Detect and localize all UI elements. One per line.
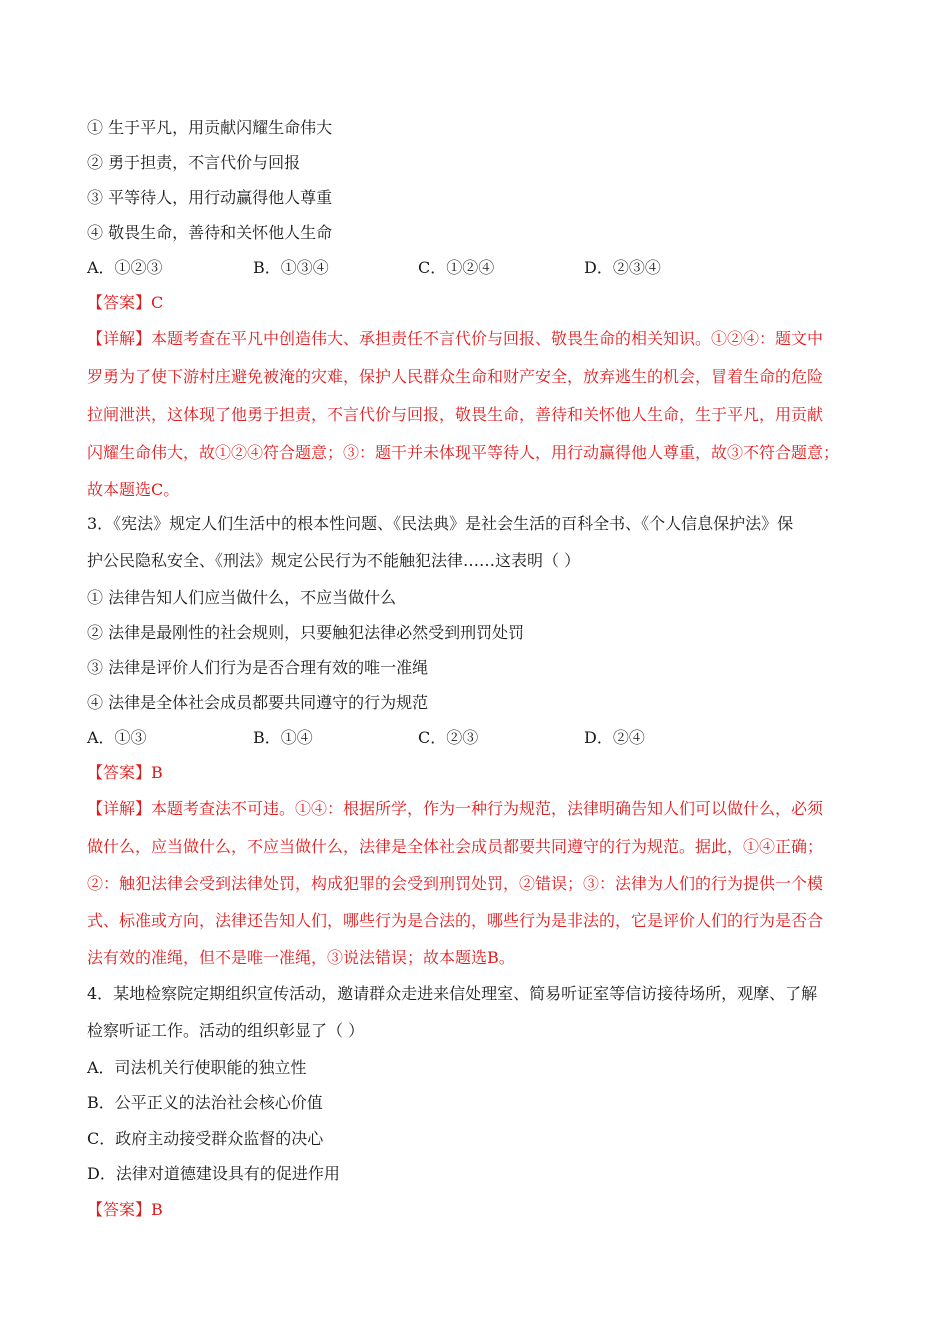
q3-explain-line-2: 做什么，应当做什么，不应当做什么，法律是全体社会成员都要共同遵守的行为规范。据此，①④正确； [87,837,824,856]
q4-stem-line-1: 4．某地检察院定期组织宣传活动，邀请群众走进来信处理室、简易听证室等信访接待场所，观摩、了解 [87,984,818,1003]
q2-option-a: A．①②③ [87,258,163,277]
q2-option-d: D．②③④ [584,258,661,277]
q2-option-c: C．①②④ [418,258,495,277]
q3-item-1: ① 法律告知人们应当做什么，不应当做什么 [87,588,397,607]
q4-option-d: D．法律对道德建设具有的促进作用 [87,1164,340,1183]
q4-option-b: B．公平正义的法治社会核心价值 [87,1093,323,1112]
q3-option-b: B．①④ [253,728,313,747]
q3-option-a: A．①③ [87,728,147,747]
q2-explain-line-4: 闪耀生命伟大，故①②④符合题意；③：题干并未体现平等待人，用行动赢得他人尊重，故③不符合题意； [87,443,840,462]
q4-answer: 【答案】B [87,1200,163,1219]
q2-item-3: ③ 平等待人，用行动赢得他人尊重 [87,188,333,207]
q2-item-1: ① 生于平凡，用贡献闪耀生命伟大 [87,118,333,137]
q3-explain-line-5: 法有效的准绳，但不是唯一准绳，③说法错误；故本题选B。 [87,948,515,967]
q3-stem-line-2: 护公民隐私安全、《刑法》规定公民行为不能触犯法律……这表明（ ） [87,551,581,570]
q3-item-2: ② 法律是最刚性的社会规则，只要触犯法律必然受到刑罚处罚 [87,623,525,642]
q4-stem-line-2: 检察听证工作。活动的组织彰显了（ ） [87,1021,365,1040]
q3-option-c: C．②③ [418,728,479,747]
q2-explain-line-2: 罗勇为了使下游村庄避免被淹的灾难，保护人民群众生命和财产安全，放弃逃生的机会，冒着生命的危险 [87,367,824,386]
q2-item-4: ④ 敬畏生命，善待和关怀他人生命 [87,223,333,242]
q3-explain-line-1: 【详解】本题考查法不可违。①④：根据所学，作为一种行为规范，法律明确告知人们可以做什么，必须 [87,799,824,818]
q2-answer: 【答案】C [87,293,164,312]
q4-option-c: C．政府主动接受群众监督的决心 [87,1129,324,1148]
q3-stem-line-1: 3．《宪法》规定人们生活中的根本性问题、《民法典》是社会生活的百科全书、《个人信息保护法》保 [87,514,794,533]
q4-option-a: A．司法机关行使职能的独立性 [87,1058,307,1077]
q3-item-3: ③ 法律是评价人们行为是否合理有效的唯一准绳 [87,658,429,677]
q3-explain-line-4: 式、标准或方向，法律还告知人们，哪些行为是合法的，哪些行为是非法的，它是评价人们的行为是否合 [87,911,824,930]
q2-item-2: ② 勇于担责，不言代价与回报 [87,153,301,172]
q3-item-4: ④ 法律是全体社会成员都要共同遵守的行为规范 [87,693,429,712]
q2-explain-line-1: 【详解】本题考查在平凡中创造伟大、承担责任不言代价与回报、敬畏生命的相关知识。①②④：题文中 [87,329,824,348]
q3-explain-line-3: ②：触犯法律会受到法律处罚，构成犯罪的会受到刑罚处罚，②错误；③：法律为人们的行为提供一个模 [87,874,824,893]
q2-explain-line-5: 故本题选C。 [87,480,180,499]
q3-answer: 【答案】B [87,763,163,782]
q2-explain-line-3: 拉闸泄洪，这体现了他勇于担责，不言代价与回报，敬畏生命，善待和关怀他人生命，生于平凡，用贡献 [87,405,824,424]
q2-option-b: B．①③④ [253,258,329,277]
q3-option-d: D．②④ [584,728,645,747]
